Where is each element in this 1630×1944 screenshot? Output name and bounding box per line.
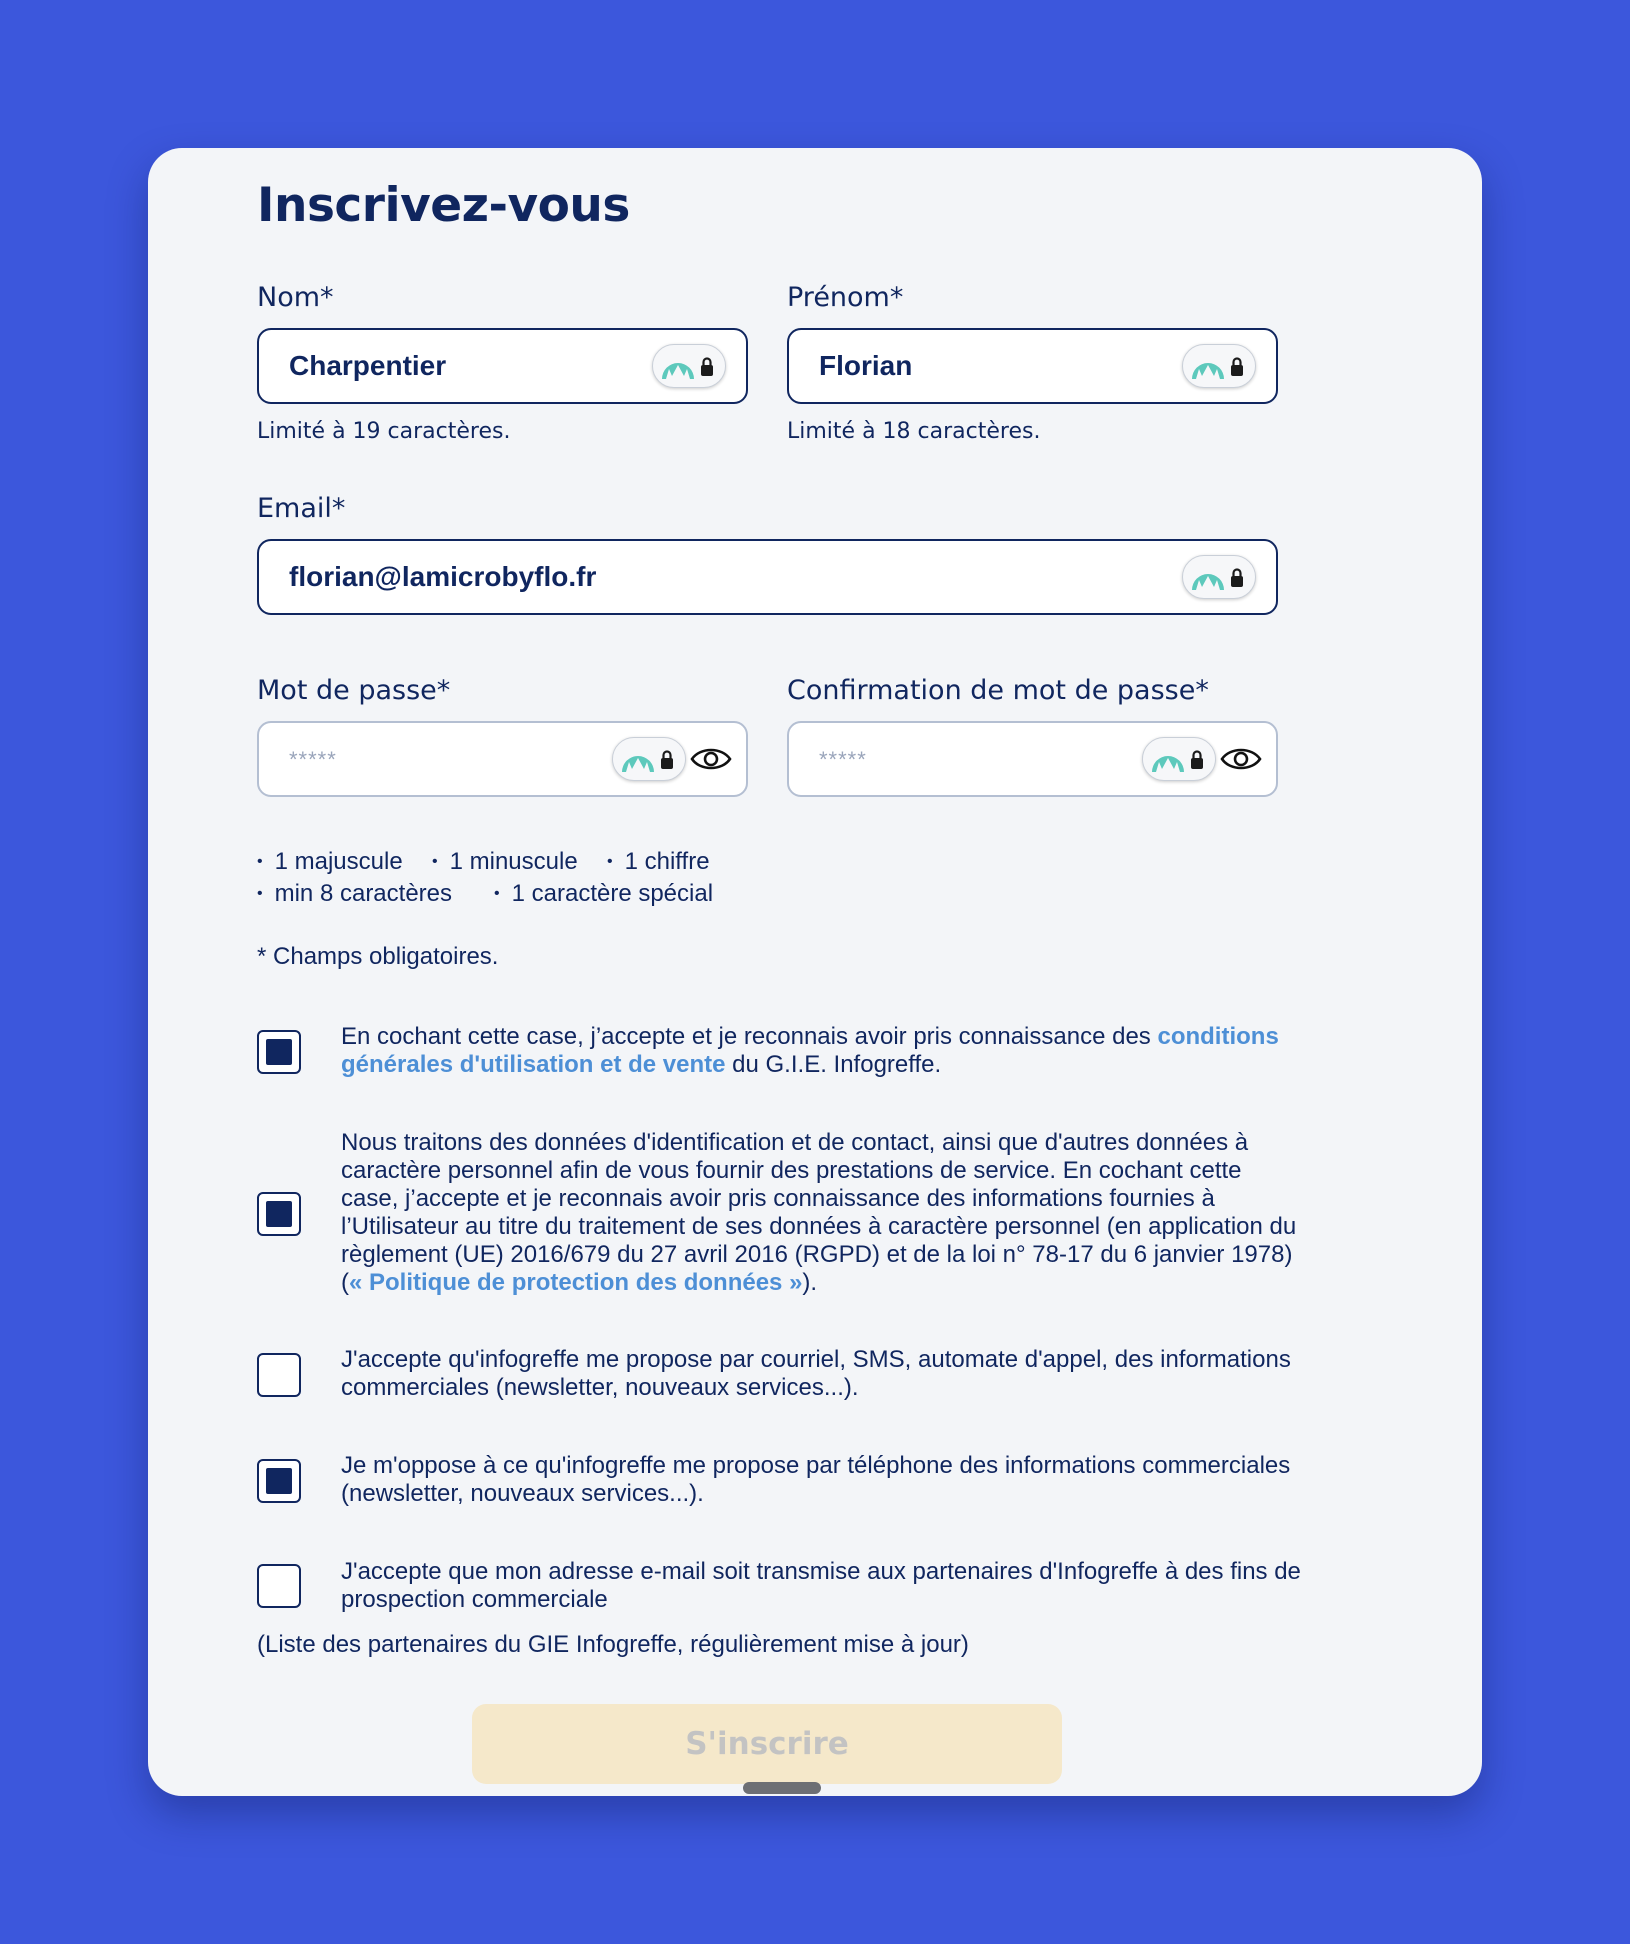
password-placeholder: ***** <box>289 747 337 772</box>
checkbox-rgpd[interactable] <box>257 1192 301 1236</box>
lock-icon <box>701 365 713 376</box>
page-title: Inscrivez-vous <box>257 178 630 233</box>
required-fields-note: * Champs obligatoires. <box>257 943 499 970</box>
password-rule: • min 8 caractères <box>257 880 453 907</box>
nom-input[interactable] <box>257 328 748 404</box>
password-manager-icon <box>661 351 719 381</box>
checkbox-mark <box>266 1468 292 1494</box>
lock-icon <box>661 758 673 769</box>
password-confirm-input[interactable] <box>787 721 1278 797</box>
checkbox-partners-email-text: J'accepte que mon adresse e-mail soit transmise aux partenaires d'Infogreffe à des fins de prospection commerciale <box>341 1558 1301 1613</box>
password-manager-badge[interactable] <box>1182 344 1256 388</box>
email-input[interactable] <box>257 539 1278 615</box>
lock-icon <box>1231 576 1243 587</box>
password-label: Mot de passe* <box>257 675 451 706</box>
checkbox-cgu-text: En cochant cette case, j’accepte et je reconnais avoir pris connaissance des conditions générales d'utilisation et de vente du G.I.E. Infogreffe. <box>341 1023 1279 1078</box>
password-manager-badge[interactable] <box>1142 737 1216 781</box>
password-rule: • 1 minuscule <box>432 848 578 875</box>
prenom-hint: Limité à 18 caractères. <box>787 419 1041 444</box>
nom-value: Charpentier <box>289 350 447 381</box>
email-value: florian@lamicrobyflo.fr <box>289 561 597 592</box>
prenom-input[interactable] <box>787 328 1278 404</box>
checkbox-cgu[interactable] <box>257 1030 301 1074</box>
checkbox-mark <box>266 1201 292 1227</box>
checkbox-partners-email[interactable] <box>257 1564 301 1608</box>
password-manager-badge[interactable] <box>652 344 726 388</box>
nom-hint: Limité à 19 caractères. <box>257 419 511 444</box>
password-manager-badge[interactable] <box>612 737 686 781</box>
nom-label: Nom* <box>257 282 334 313</box>
checkbox-rgpd-text: Nous traitons des données d'identification et de contact, ainsi que d'autres données à caractère personnel afin de vous fournir des prestations de service. En cochant cette case, j’accepte et je reconnais avoir pris connaissance des informations fournies à l’Utilisateur au titre du traitement de ses données à caractère personnel (en application du règlement (UE) 2016/679 du 27 avril 2016 (RGPD) et de la loi n° 78-17 du 6 janvier 1978) (« Politique de protection des données »). <box>341 1129 1297 1296</box>
lock-icon <box>1191 758 1203 769</box>
cgu-link[interactable]: conditions générales d'utilisation et de vente <box>341 1023 1279 1078</box>
password-manager-icon <box>1151 744 1209 774</box>
signup-submit-button[interactable]: S'inscrire <box>472 1704 1062 1784</box>
password-manager-icon <box>1191 351 1249 381</box>
password-manager-badge[interactable] <box>1182 555 1256 599</box>
checkbox-mark <box>266 1039 292 1065</box>
checkbox-marketing-messages-text: J'accepte qu'infogreffe me propose par courriel, SMS, automate d'appel, des informations commerciales (newsletter, nouveaux services...). <box>341 1346 1291 1401</box>
eye-icon[interactable] <box>690 744 732 774</box>
prenom-value: Florian <box>819 350 913 381</box>
signup-card <box>148 148 1482 1796</box>
privacy-policy-link[interactable]: « Politique de protection des données » <box>349 1269 803 1296</box>
password-input[interactable] <box>257 721 748 797</box>
checkbox-marketing-messages[interactable] <box>257 1353 301 1397</box>
password-manager-icon <box>621 744 679 774</box>
partners-list-note[interactable]: (Liste des partenaires du GIE Infogreffe, régulièrement mise à jour) <box>257 1631 969 1658</box>
eye-icon[interactable] <box>1220 744 1262 774</box>
email-label: Email* <box>257 493 346 524</box>
password-confirm-placeholder: ***** <box>819 747 867 772</box>
password-rule: • 1 chiffre <box>607 848 710 875</box>
password-manager-icon <box>1191 562 1249 592</box>
scroll-handle[interactable] <box>743 1782 821 1794</box>
lock-icon <box>1231 365 1243 376</box>
checkbox-phone-opt-out[interactable] <box>257 1459 301 1503</box>
password-confirm-label: Confirmation de mot de passe* <box>787 675 1209 706</box>
checkbox-phone-opt-out-text: Je m'oppose à ce qu'infogreffe me propose par téléphone des informations commerciales (newsletter, nouveaux services...). <box>341 1452 1291 1507</box>
password-rule: • 1 caractère spécial <box>494 880 714 907</box>
password-rule: • 1 majuscule <box>257 848 403 875</box>
prenom-label: Prénom* <box>787 282 904 313</box>
